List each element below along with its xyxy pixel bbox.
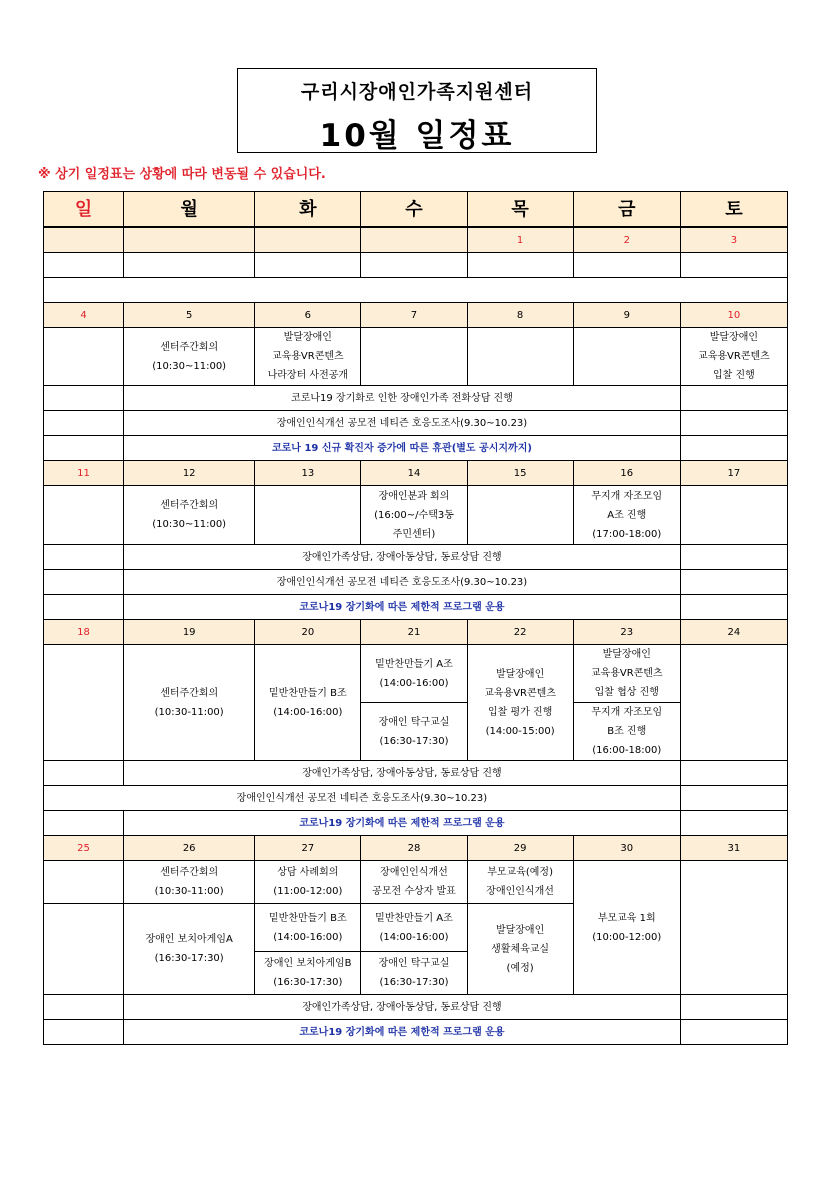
schedule-table — [43, 191, 788, 1045]
event-cell: 발달장애인 교육용VR콘텐츠 나라장터 사전공개 — [255, 328, 361, 386]
date-cell: 3 — [680, 227, 787, 253]
date-row — [44, 836, 788, 861]
notice-cell: 코로나 19 신규 확진자 증가에 따른 휴관(별도 공시지까지) — [124, 436, 681, 461]
event-cell: 발달장애인 생활체육교실 (예정) — [467, 904, 573, 995]
date-cell: 17 — [680, 461, 787, 486]
date-row — [44, 620, 788, 645]
date-cell: 11 — [44, 461, 124, 486]
day-header: 화 — [255, 192, 361, 228]
date-cell: 7 — [361, 303, 467, 328]
date-cell: 19 — [124, 620, 255, 645]
event-cell: 밑반찬만들기 B조 (14:00-16:00) — [255, 904, 361, 952]
event-cell: 센터주간회의 (10:30~11:00) — [124, 486, 255, 545]
org-name: 구리시장애인가족지원센터 — [300, 81, 534, 103]
event-cell: 장애인가족상담, 장애아동상담, 동료상담 진행 — [124, 545, 681, 570]
event-cell: 장애인가족상담, 장애아동상담, 동료상담 진행 — [124, 761, 681, 786]
notice-text: ※ 상기 일정표는 상황에 따라 변동될 수 있습니다. — [38, 167, 326, 182]
date-cell: 2 — [573, 227, 680, 253]
date-cell: 16 — [573, 461, 680, 486]
notice-cell: 코로나19 장기화에 따른 제한적 프로그램 운용 — [124, 1020, 681, 1045]
event-cell: 밑반찬만들기 B조 (14:00-16:00) — [255, 645, 361, 761]
date-cell: 24 — [680, 620, 787, 645]
date-cell: 29 — [467, 836, 573, 861]
date-cell: 15 — [467, 461, 573, 486]
date-cell: 14 — [361, 461, 467, 486]
date-cell: 6 — [255, 303, 361, 328]
date-cell: 10 — [680, 303, 787, 328]
event-cell: 발달장애인 교육용VR콘텐츠 입찰 진행 — [680, 328, 787, 386]
event-cell: 장애인 탁구교실 (16:30-17:30) — [361, 703, 467, 761]
event-cell: 무지개 자조모임 A조 진행 (17:00-18:00) — [573, 486, 680, 545]
date-cell: 4 — [44, 303, 124, 328]
day-header: 금 — [573, 192, 680, 228]
event-cell: 부모교육 1회 (10:00-12:00) — [573, 861, 680, 995]
event-cell: 밑반찬만들기 A조 (14:00-16:00) — [361, 904, 467, 952]
title-box — [237, 68, 597, 153]
date-cell: 5 — [124, 303, 255, 328]
date-row — [44, 461, 788, 486]
date-cell: 18 — [44, 620, 124, 645]
event-cell: 센터주간회의 (10:30-11:00) — [124, 645, 255, 761]
event-cell: 밑반찬만들기 A조 (14:00-16:00) — [361, 645, 467, 703]
date-cell: 1 — [467, 227, 573, 253]
event-cell: 발달장애인 교육용VR콘텐츠 입찰 평가 진행 (14:00-15:00) — [467, 645, 573, 761]
date-cell: 22 — [467, 620, 573, 645]
event-cell: 센터주간회의 (10:30-11:00) — [124, 861, 255, 904]
event-cell: 상담 사례회의 (11:00-12:00) — [255, 861, 361, 904]
date-cell: 12 — [124, 461, 255, 486]
date-cell: 30 — [573, 836, 680, 861]
date-cell: 31 — [680, 836, 787, 861]
date-cell: 20 — [255, 620, 361, 645]
event-cell: 장애인인식개선 공모전 네티즌 호응도조사(9.30~10.23) — [124, 570, 681, 595]
event-cell: 장애인인식개선 공모전 네티즌 호응도조사(9.30~10.23) — [44, 786, 681, 811]
day-header-row — [44, 192, 788, 228]
date-cell: 13 — [255, 461, 361, 486]
event-cell: 무지개 자조모임 B조 진행 (16:00-18:00) — [573, 703, 680, 761]
event-cell: 장애인가족상담, 장애아동상담, 동료상담 진행 — [124, 995, 681, 1020]
day-header: 토 — [680, 192, 787, 228]
date-row — [44, 303, 788, 328]
date-cell: 8 — [467, 303, 573, 328]
date-cell: 21 — [361, 620, 467, 645]
event-cell: 장애인인식개선 공모전 수상자 발표 — [361, 861, 467, 904]
event-cell: 장애인 보치아게임A (16:30-17:30) — [124, 904, 255, 995]
date-cell: 26 — [124, 836, 255, 861]
event-cell: 발달장애인 교육용VR콘텐츠 입찰 협상 진행 — [573, 645, 680, 703]
day-header: 수 — [361, 192, 467, 228]
event-cell: 장애인분과 회의 (16:00~/수택3동 주민센터) — [361, 486, 467, 545]
date-cell: 23 — [573, 620, 680, 645]
page-title: 10월 일정표 — [319, 118, 515, 154]
event-cell: 센터주간회의 (10:30~11:00) — [124, 328, 255, 386]
date-cell: 25 — [44, 836, 124, 861]
event-cell: 장애인 탁구교실 (16:30-17:30) — [361, 952, 467, 995]
event-cell: 부모교육(예정) 장애인인식개선 — [467, 861, 573, 904]
event-cell: 장애인인식개선 공모전 네티즌 호응도조사(9.30~10.23) — [124, 411, 681, 436]
day-header: 월 — [124, 192, 255, 228]
day-header: 일 — [44, 192, 124, 228]
date-row — [44, 227, 788, 253]
event-cell: 코로나19 장기화로 인한 장애인가족 전화상담 진행 — [124, 386, 681, 411]
notice-cell: 코로나19 장기화에 따른 제한적 프로그램 운용 — [124, 811, 681, 836]
notice-cell: 코로나19 장기화에 따른 제한적 프로그램 운용 — [124, 595, 681, 620]
date-cell: 27 — [255, 836, 361, 861]
event-cell: 장애인 보치아게임B (16:30-17:30) — [255, 952, 361, 995]
date-cell: 9 — [573, 303, 680, 328]
day-header: 목 — [467, 192, 573, 228]
date-cell: 28 — [361, 836, 467, 861]
